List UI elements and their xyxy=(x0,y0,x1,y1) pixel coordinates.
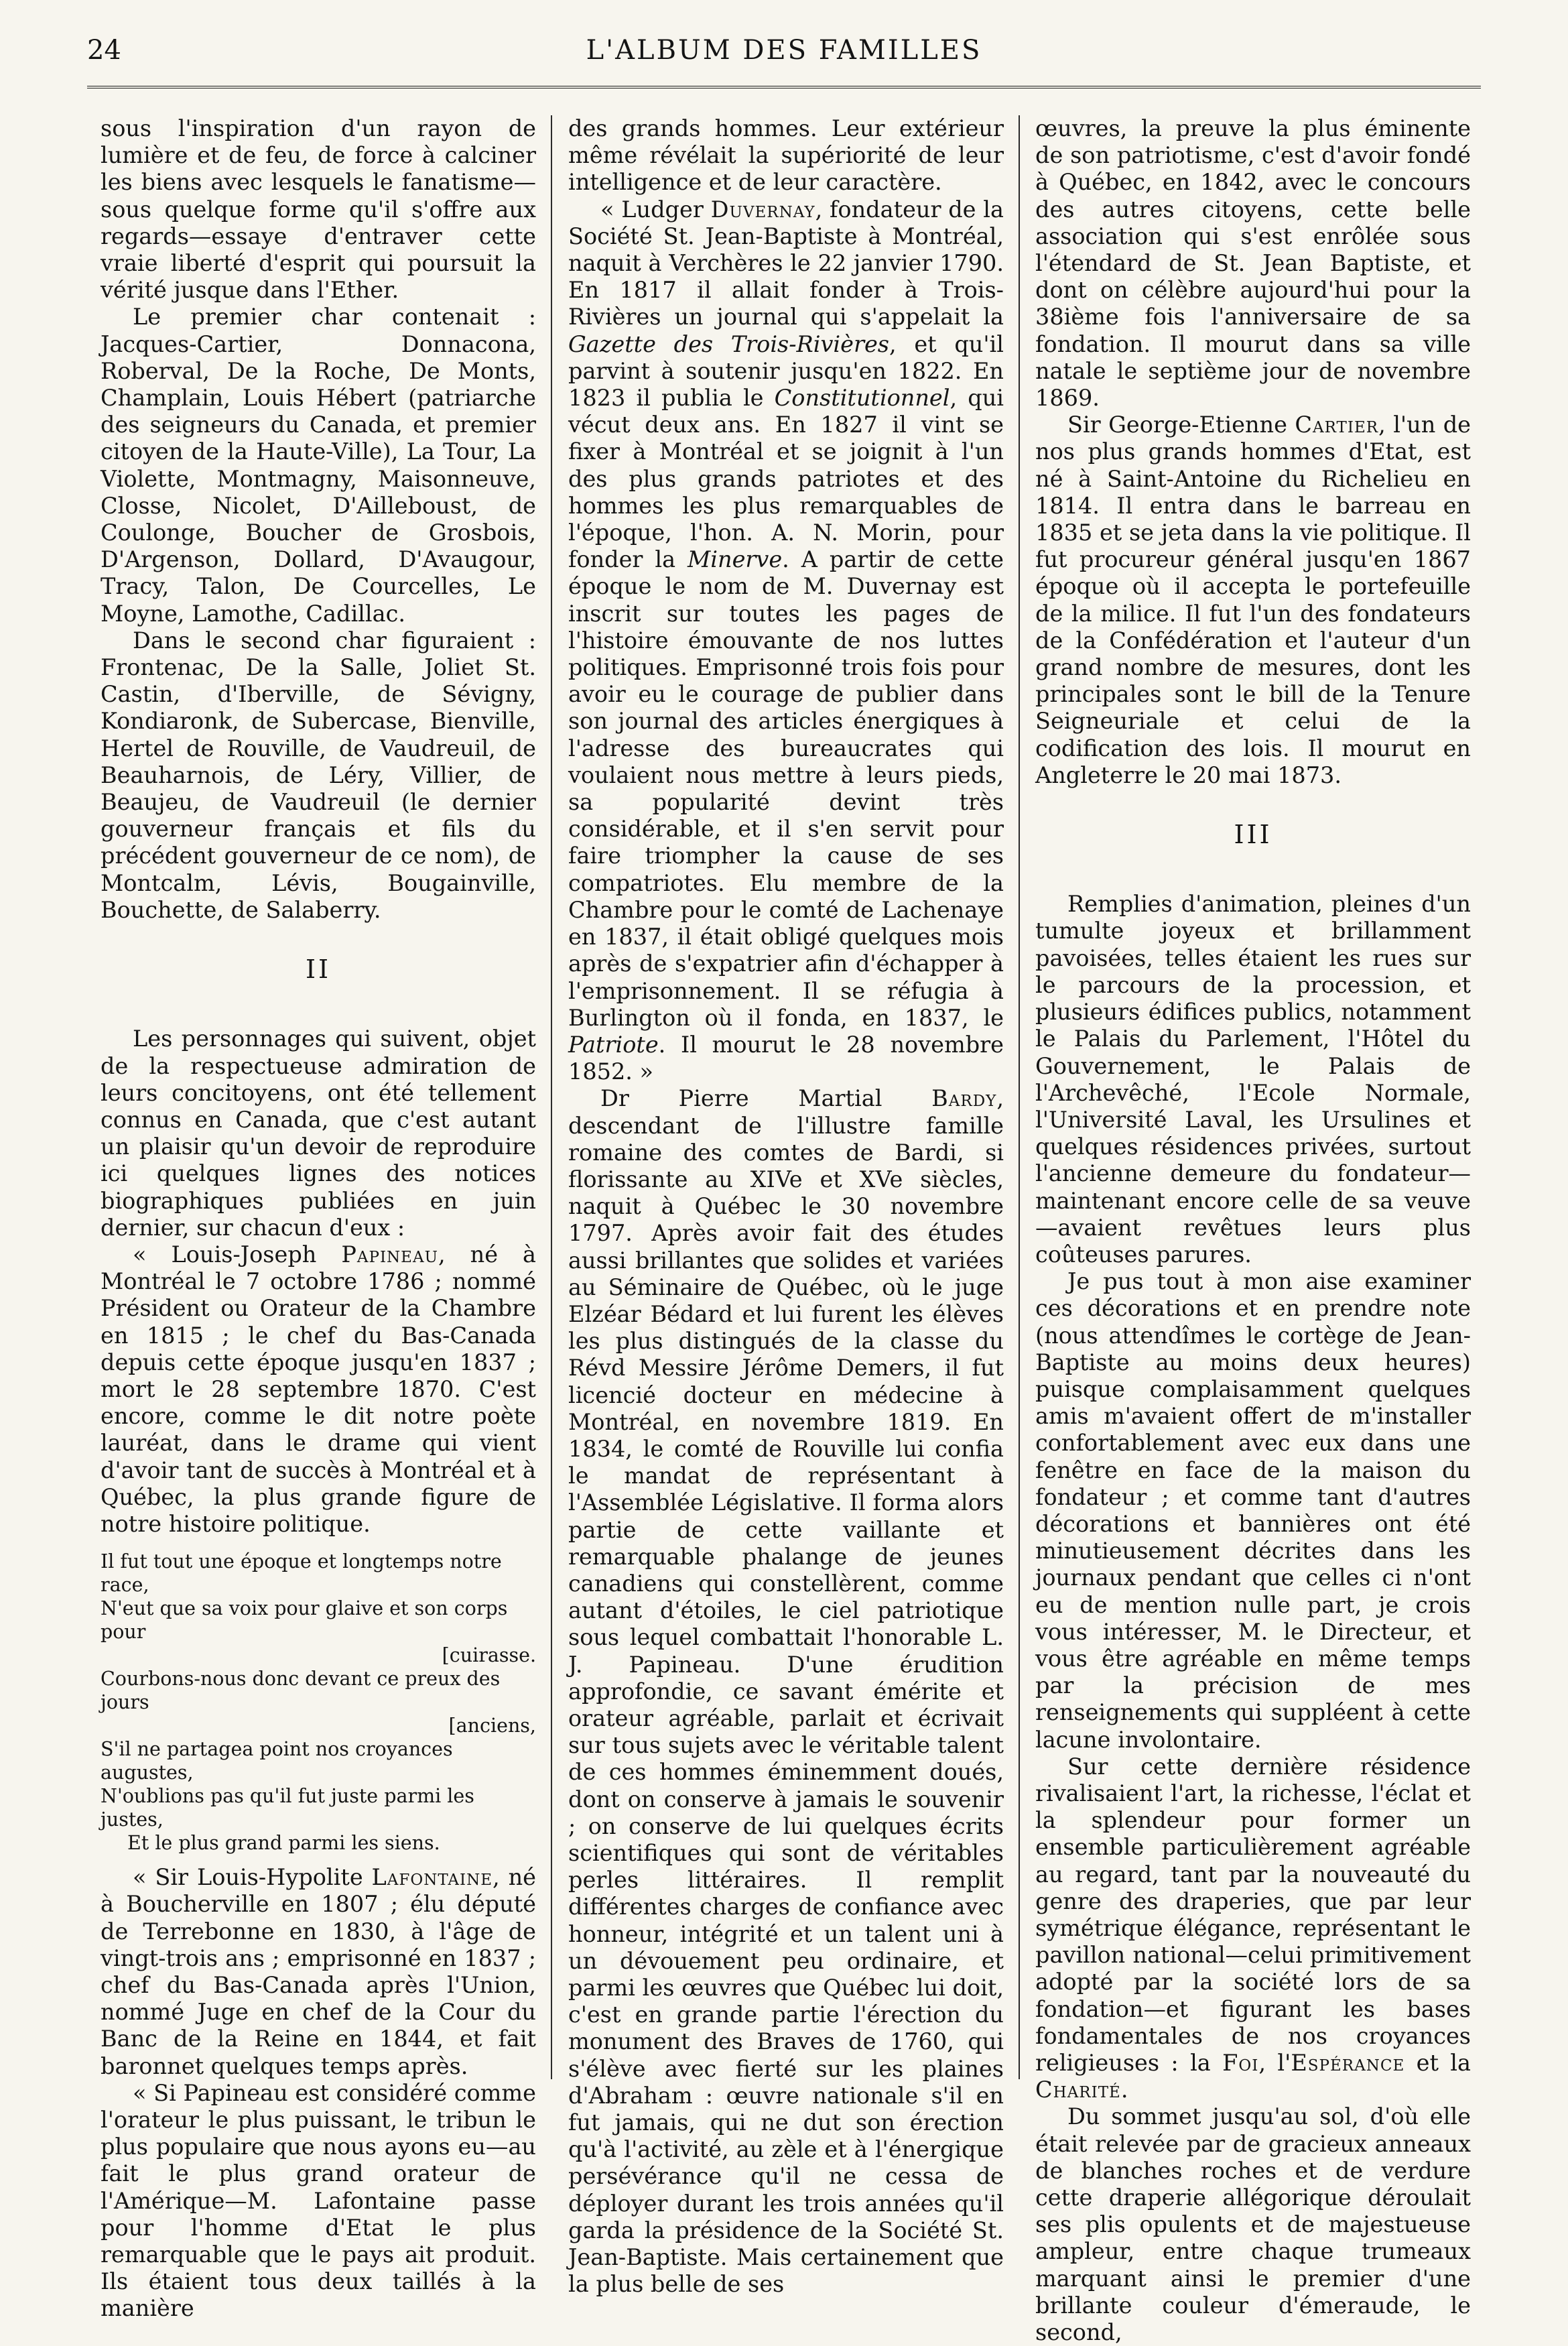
paragraph: Remplies d'animation, pleines d'un tumulte joyeux et brillamment pavoisées, telles étaient les rues sur le parcours de la procession, et plusieurs édifices publics, notamment le Palais du Parlement, l'Hôtel du Gouvernement, le Palais de l'Archevêché, l'Ecole Normale, l'Université Laval, les Ursulines et quelques résidences privées, surtout l'ancienne demeure du fondateur—maintenant encore celle de sa veuve—avaient revêtues leurs plus coûteuses parures. xyxy=(1035,891,1471,1268)
paragraph xyxy=(568,1085,1004,2298)
text-run: , fondateur de la Société St. Jean-Baptiste à Montréal, naquit à Verchères le 22 janvier 1790. En 1817 il allait fonder à Trois-Rivières un journal qui s'appelait la xyxy=(568,196,1004,330)
text-run: . xyxy=(1120,2077,1128,2103)
text-run: , l' xyxy=(1258,2050,1291,2077)
text-run: et la xyxy=(1404,2050,1471,2077)
text-run: « Ludger xyxy=(600,196,711,223)
poem-line: Il fut tout une époque et longtemps notre race, xyxy=(101,1550,502,1597)
text-run: . A partir de cette époque le nom de M. Duvernay est inscrit sur toutes les pages de l'histoire émouvante de nos luttes politiques. Emprisonné trois fois pour avoir eu le courage de publier dans son journal des articles énergiques à l'adresse des bureaucrates qui voulaient nous mettre à leurs pieds, sa popularité devint très considérable, et il s'en servit pour faire triompher la cause de ses compatriotes. Elu membre de la Chambre pour le comté de Lachenaye en 1837, il était obligé quelques mois après de s'expatrier afin d'échapper à l'emprisonnement. Il se réfugia à Burlington où il fonda, en 1837, le xyxy=(568,546,1004,1031)
column-divider xyxy=(551,115,552,2079)
text-run: Sur cette dernière résidence rivalisaient l'art, la richesse, l'éclat et la splendeur pour former un ensemble particulièrement agréable au regard, tant par la nouveauté du genre des draperies, que par leur symétrique élégance, représentant le pavillon national—celui primitivement adopté par la société lors de sa fondation—et figurant les bases fondamentales de nos croyances religieuses : la xyxy=(1035,1753,1471,2077)
text-run: , né à Montréal le 7 octobre 1786 ; nommé Président ou Orateur de la Chambre en 1815 ; le chef du Bas-Canada depuis cette époque jusqu'en 1837 ; mort le 28 septembre 1870. C'est encore, comme le dit notre poète lauréat, dans le drame qui vient d'avoir tant de succès à Montréal et à Québec, la plus grande figure de notre histoire politique. xyxy=(101,1241,536,1537)
paragraph xyxy=(101,1241,536,1538)
virtue-name: Charité xyxy=(1035,2077,1121,2103)
paragraph: Du sommet jusqu'au sol, d'où elle était relevée par de gracieux anneaux de blanches roches et de verdure cette draperie allégorique déroulait ses plis opulents et de majestueuse ampleur, entre chaque trumeaux marquant ainsi le premier d'une brillante couleur d'émeraude, le second, xyxy=(1035,2103,1471,2346)
header-rule xyxy=(87,86,1481,88)
poem-line: S'il ne partagea point nos croyances augustes, xyxy=(101,1738,453,1784)
person-name: Papineau xyxy=(341,1241,438,1268)
paragraph xyxy=(1035,412,1471,789)
text-run: « Louis-Joseph xyxy=(133,1241,342,1268)
newspaper-title: Gazette des Trois-Rivières xyxy=(568,330,889,357)
person-name: Bardy xyxy=(931,1085,997,1112)
text-run: , et qu'il parvint à soutenir jusqu'en 1822. En 1823 il publia le xyxy=(568,330,1004,412)
person-name: Duvernay xyxy=(710,196,815,223)
poem xyxy=(101,1550,536,1855)
text-run: , qui vécut deux ans. En 1827 il vint se fixer à Montréal et se joignit à l'un des plus grands patriotes et des hommes les plus remarquables de l'époque, l'hon. A. N. Morin, pour fonder la xyxy=(568,385,1004,573)
poem-line: Et le plus grand parmi les siens. xyxy=(127,1832,440,1855)
text-run: . Il mourut le 28 novembre 1852. » xyxy=(568,1031,1004,1085)
newspaper-title: Minerve xyxy=(687,546,783,573)
person-name: Cartier xyxy=(1295,412,1379,438)
text-run: Dr Pierre Martial xyxy=(600,1085,932,1112)
poem-line: N'oublions pas qu'il fut juste parmi les justes, xyxy=(101,1785,474,1831)
paragraph: des grands hommes. Leur extérieur même révélait la supériorité de leur intelligence et de leur caractère. xyxy=(568,115,1004,196)
running-title: L'ALBUM DES FAMILLES xyxy=(586,35,982,66)
text-run: , l'un de nos plus grands hommes d'Etat, est né à Saint-Antoine du Richelieu en 1814. Il entra dans le barreau en 1835 et se jeta dans la vie politique. Il fut procureur général jusqu'en 1867 époque où il accepta le portefeuille de la milice. Il fut l'un des fondateurs de la Confédération et l'auteur d'un grand nombre de mesures, dont les principales sont le bill de la Tenure Seigneuriale et celui de la codification des lois. Il mourut en Angleterre le 20 mai 1873. xyxy=(1035,412,1472,788)
paragraph: Je pus tout à mon aise examiner ces décorations et en prendre note (nous attendîmes le cortège de Jean-Baptiste au moins deux heures) puisque complaisamment quelques amis m'avaient offert de m'installer confortablement avec eux dans une fenêtre en face de la maison du fondateur ; et comme tant d'autres décorations et bannières ont été minutieusement décrites dans les journaux pendant que celles ci n'ont eu de mention nulle part, je crois vous intéresser, M. le Directeur, et vous être agréable en même temps par la précision de mes renseignements qui suppléent à cette lacune involontaire. xyxy=(1035,1268,1471,1753)
column-1 xyxy=(101,115,536,2322)
paragraph xyxy=(101,1864,536,2080)
person-name: Lafontaine xyxy=(371,1864,493,1891)
poem-line-overflow: [cuirasse. xyxy=(442,1644,536,1667)
column-3 xyxy=(1035,115,1472,2346)
text-run: Sir George-Etienne xyxy=(1067,412,1295,438)
virtue-name: Espérance xyxy=(1291,2050,1405,2077)
virtue-name: Foi xyxy=(1222,2050,1259,2077)
newspaper-title: Constitutionnel xyxy=(774,385,950,412)
poem-line-overflow: [anciens, xyxy=(448,1715,536,1737)
text-run: , descendant de l'illustre famille romaine des comtes de Bardi, si florissante au XIVe et XVe siècles, naquit à Québec le 30 novembre 1797. Après avoir fait des études aussi brillantes que solides et variées au Séminaire de Québec, où le juge Elzéar Bédard et lui furent les élèves les plus distingués de la classe du Révd Messire Jérôme Demers, il fut licencié docteur en médecine à Montréal, en novembre 1819. En 1834, le comté de Rouville lui confia le mandat de représentant à l'Assemblée Législative. Il forma alors partie de cette vaillante et remarquable phalange de jeunes canadiens qui constellèrent, comme autant d'étoiles, le ciel patriotique sous lequel combattait l'honorable L. J. Papineau. D'une érudition approfondie, ce savant émérite et orateur agréable, parlait et écrivait sur tous sujets avec le véritable talent de ces hommes éminemment doués, dont on conserve à jamais le souvenir ; on conserve de lui quelques écrits scientifiques qui sont de véritables perles littéraires. Il remplit différentes charges de confiance avec honneur, intégrité et un talent uni à un dévouement peu ordinaire, et parmi les œuvres que Québec lui doit, c'est en grande partie l'érection du monument des Braves de 1760, qui s'élève avec fierté sur les plaines d'Abraham : œuvre nationale s'il en fut jamais, qui ne dut son érection qu'à l'activité, au zèle et à l'énergique persévérance qu'il ne cessa de déployer durant les trois années qu'il garda la présidence de la Société St. Jean-Baptiste. Mais certainement que la plus belle de ses xyxy=(568,1085,1004,2298)
paragraph: Les personnages qui suivent, objet de la respectueuse admiration de leurs concitoyens, ont été tellement connus en Canada, que c'est autant un plaisir qu'un devoir de reproduire ici quelques lignes des notices biographiques publiées en juin dernier, sur chacun d'eux : xyxy=(101,1026,536,1241)
column-divider xyxy=(1019,115,1020,2079)
paragraph xyxy=(1035,1753,1471,2104)
column-2 xyxy=(568,115,1004,2298)
poem-line: N'eut que sa voix pour glaive et son corps pour xyxy=(101,1597,508,1644)
paragraph: Le premier char contenait : Jacques-Cartier, Donnacona, Roberval, De la Roche, De Monts, Champlain, Louis Hébert (patriarche des seigneurs du Canada, et premier citoyen de la Haute-Ville), La Tour, La Violette, Montmagny, Maisonneuve, Closse, Nicolet, D'Ailleboust, de Coulonge, Boucher de Grosbois, D'Argenson, Dollard, D'Avaugour, Tracy, Talon, De Courcelles, Le Moyne, Lamothe, Cadillac. xyxy=(101,304,536,627)
paragraph: œuvres, la preuve la plus éminente de son patriotisme, c'est d'avoir fondé à Québec, en 1842, avec le concours des autres citoyens, cette belle association qui s'est enrôlée sous l'étendard de St. Jean Baptiste, et dont on célèbre aujourd'hui pour la 38ième fois l'anniversaire de sa fondation. Il mourut dans sa ville natale le septième jour de novembre 1869. xyxy=(1035,115,1471,412)
paragraph: « Si Papineau est considéré comme l'orateur le plus puissant, le tribun le plus populaire que nous ayons eu—au fait le plus grand orateur de l'Amérique—M. Lafontaine passe pour l'homme d'Etat le plus remarquable que le pays ait produit. Ils étaient tous deux taillés à la manière xyxy=(101,2079,536,2322)
page-header xyxy=(87,35,1481,75)
text-run: , né à Boucherville en 1807 ; élu député de Terrebonne en 1830, à l'âge de vingt-trois ans ; emprisonné en 1837 ; chef du Bas-Canada après l'Union, nommé Juge en chef de la Cour du Banc de la Reine en 1844, et fait baronnet quelques temps après. xyxy=(101,1864,536,2079)
newspaper-title: Patriote xyxy=(568,1031,659,1058)
section-number: II xyxy=(305,954,332,985)
poem-line: Courbons-nous donc devant ce preux des jours xyxy=(101,1668,501,1714)
text-run: « Sir Louis-Hypolite xyxy=(133,1864,372,1891)
paragraph: Dans le second char figuraient : Frontenac, De la Salle, Joliet St. Castin, d'Iberville, de Sévigny, Kondiaronk, de Subercase, Bienville, Hertel de Rouville, de Vaudreuil, de Beauharnois, de Léry, Villier, de Beaujeu, de Vaudreuil (le dernier gouverneur français et fils du précédent gouverneur de ce nom), de Montcalm, Lévis, Bougainville, Bouchette, de Salaberry. xyxy=(101,627,536,923)
page-number: 24 xyxy=(87,35,121,66)
section-number: III xyxy=(1234,820,1272,850)
paragraph: sous l'inspiration d'un rayon de lumière et de feu, de force à calciner les biens avec lesquels le fanatisme—sous quelque forme qu'il s'offre aux regards—essaye d'entraver cette vraie liberté d'esprit qui poursuit la vérité jusque dans l'Ether. xyxy=(101,115,536,304)
paragraph xyxy=(568,196,1004,1086)
